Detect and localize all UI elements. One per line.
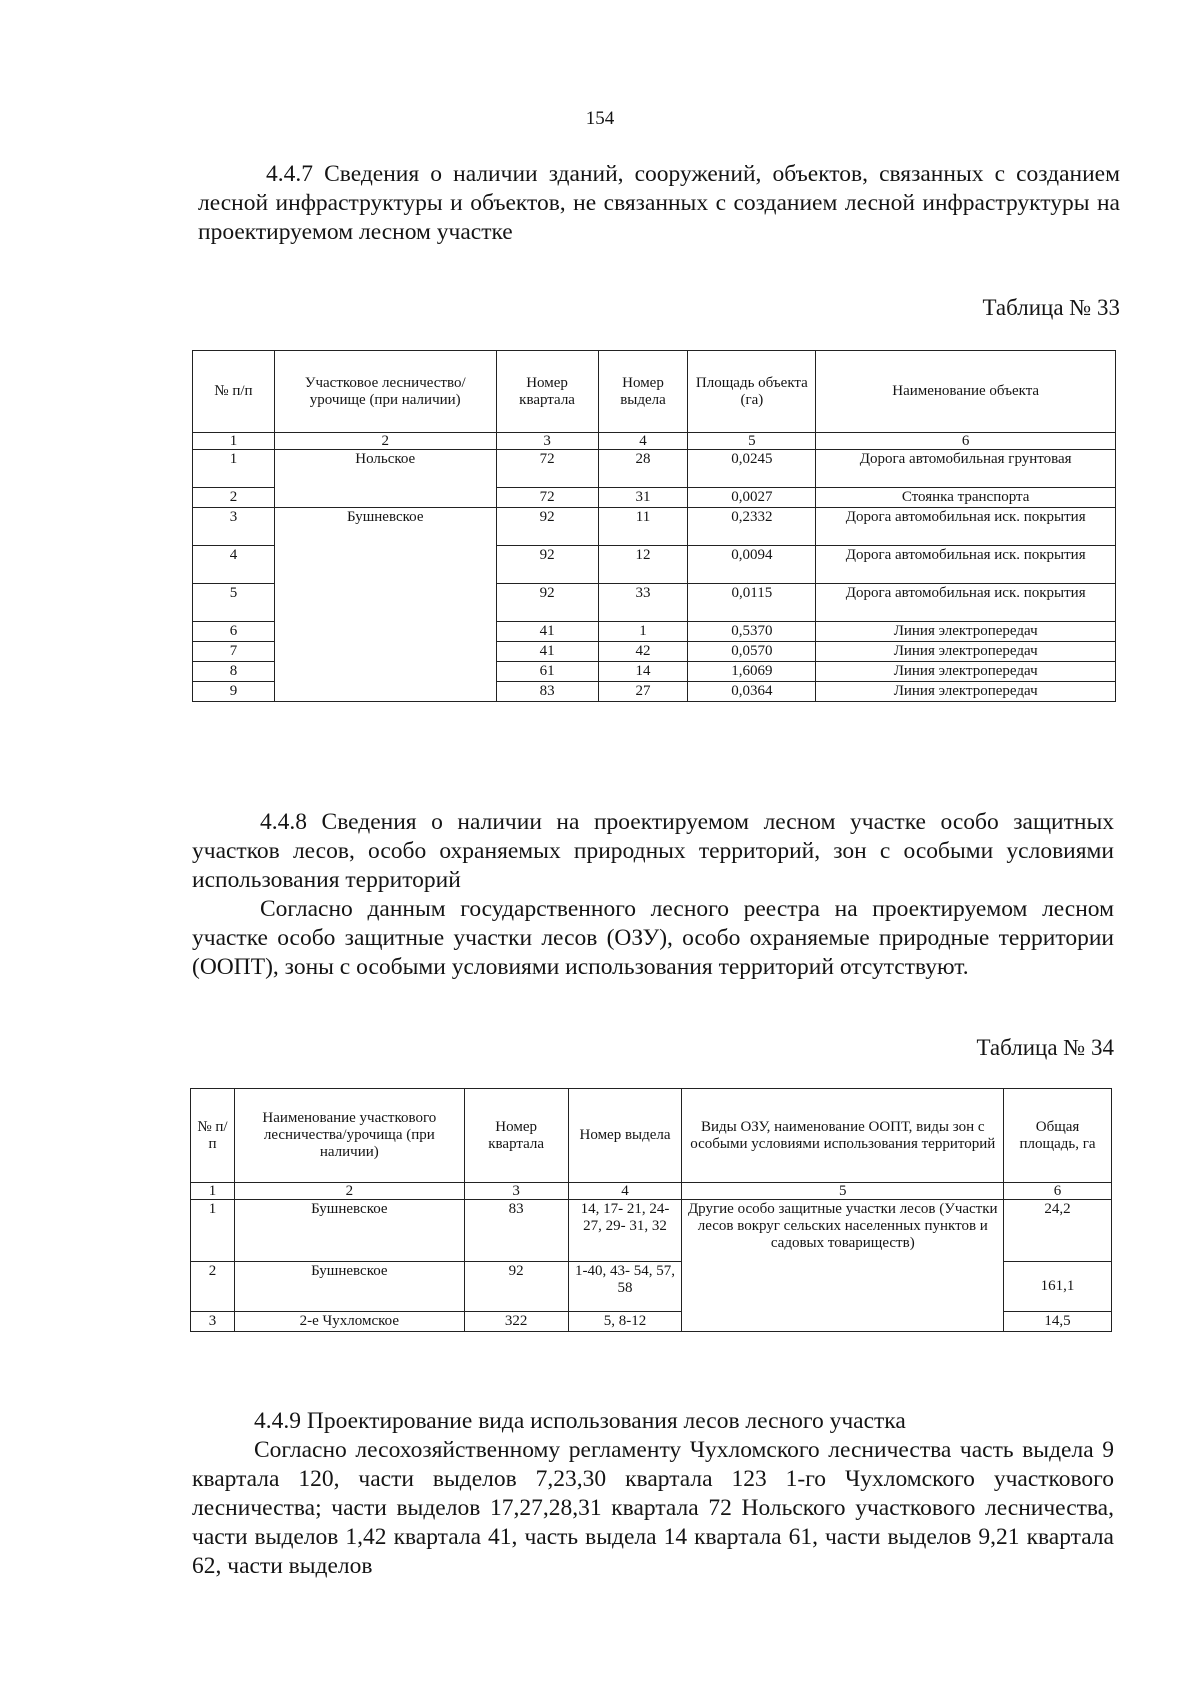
forestry-cell: Нольское (274, 450, 496, 508)
section-4-4-9-heading: 4.4.9 Проектирование вида использования лесов лесного участка (254, 1408, 906, 1434)
allotment-cell: 14 (598, 662, 688, 682)
object-name-cell: Линия электропередач (816, 642, 1116, 662)
row-number: 8 (193, 662, 275, 682)
quarter-cell: 92 (496, 584, 598, 622)
allotment-cell: 1 (598, 622, 688, 642)
row-number: 9 (193, 682, 275, 702)
header-cell: Номер выдела (568, 1089, 682, 1183)
area-cell: 161,1 (1004, 1262, 1112, 1312)
forestry-cell: Бушневское (274, 508, 496, 702)
table-row (191, 1200, 1112, 1262)
header-cell: Виды ОЗУ, наименование ООПТ, виды зон с особыми условиями использования территорий (682, 1089, 1004, 1183)
section-4-4-7-heading: 4.4.7 Сведения о наличии зданий, сооружений, объектов, связанных с созданием лесной инфраструктуры и объектов, не связанных с созданием лесной инфраструктуры на проектируемом лесном участке (198, 161, 1120, 245)
object-name-cell: Стоянка транспорта (816, 488, 1116, 508)
ozu-type-cell: Другие особо защитные участки лесов (Участки лесов вокруг сельских населенных пунктов и садовых товариществ) (682, 1200, 1004, 1332)
row-number: 5 (193, 584, 275, 622)
allotment-cell: 12 (598, 546, 688, 584)
row-number: 3 (191, 1312, 235, 1332)
allotment-cell: 27 (598, 682, 688, 702)
table-34 (190, 1088, 1112, 1332)
column-number: 5 (688, 433, 816, 450)
column-number: 3 (464, 1183, 568, 1200)
area-cell: 14,5 (1004, 1312, 1112, 1332)
allotment-cell: 33 (598, 584, 688, 622)
table-34-caption: Таблица № 34 (976, 1035, 1114, 1060)
header-cell: № п/п (191, 1089, 235, 1183)
header-cell: № п/п (193, 351, 275, 433)
table-header-row (191, 1089, 1112, 1183)
allotment-cell: 14, 17- 21, 24-27, 29- 31, 32 (568, 1200, 682, 1262)
allotment-cell: 5, 8-12 (568, 1312, 682, 1332)
header-cell: Наименование участкового лесничества/урочища (при наличии) (234, 1089, 464, 1183)
area-cell: 0,5370 (688, 622, 816, 642)
column-number: 6 (816, 433, 1116, 450)
quarter-cell: 83 (496, 682, 598, 702)
allotment-cell: 42 (598, 642, 688, 662)
row-number: 6 (193, 622, 275, 642)
forestry-cell: Бушневское (234, 1200, 464, 1262)
header-cell: Номер квартала (496, 351, 598, 433)
object-name-cell: Дорога автомобильная грунтовая (816, 450, 1116, 488)
area-cell: 0,0570 (688, 642, 816, 662)
allotment-cell: 11 (598, 508, 688, 546)
table-33-caption: Таблица № 33 (982, 295, 1120, 320)
row-number: 1 (193, 450, 275, 488)
allotment-cell: 31 (598, 488, 688, 508)
column-number: 6 (1004, 1183, 1112, 1200)
area-cell: 0,0364 (688, 682, 816, 702)
column-number: 1 (191, 1183, 235, 1200)
header-cell: Номер квартала (464, 1089, 568, 1183)
row-number: 2 (193, 488, 275, 508)
column-number-row (193, 433, 1116, 450)
quarter-cell: 72 (496, 450, 598, 488)
header-cell: Участковое лесничество/урочище (при наличии) (274, 351, 496, 433)
quarter-cell: 72 (496, 488, 598, 508)
object-name-cell: Линия электропередач (816, 622, 1116, 642)
header-cell: Общая площадь, га (1004, 1089, 1112, 1183)
row-number: 2 (191, 1262, 235, 1312)
object-name-cell: Дорога автомобильная иск. покрытия (816, 584, 1116, 622)
forestry-cell: 2-е Чухломское (234, 1312, 464, 1332)
column-number: 4 (568, 1183, 682, 1200)
section-4-4-8-heading: 4.4.8 Сведения о наличии на проектируемом лесном участке особо защитных участков лесов, особо охраняемых природных территорий, зон с особыми условиями использования территорий (192, 809, 1114, 893)
area-cell: 0,0027 (688, 488, 816, 508)
section-4-4-8-text: Согласно данным государственного лесного реестра на проектируемом лесном участке особо защитные участки лесов (ОЗУ), особо охраняемые природные территории (ООПТ), зоны с особыми условиями использования территорий отсутствуют. (192, 896, 1114, 980)
quarter-cell: 92 (496, 508, 598, 546)
area-cell: 0,0115 (688, 584, 816, 622)
column-number-row (191, 1183, 1112, 1200)
object-name-cell: Дорога автомобильная иск. покрытия (816, 546, 1116, 584)
section-4-4-9-text: Согласно лесохозяйственному регламенту Чухломского лесничества часть выдела 9 квартала 120, части выделов 7,23,30 квартала 123 1-го Чухломского участкового лесничества; части выделов 17,27,28,31 квартала 72 Нольского участкового лесничества, части выделов 1,42 квартала 41, часть выдела 14 квартала 61, части выделов 9,21 квартала 62, части выделов (192, 1437, 1114, 1579)
column-number: 3 (496, 433, 598, 450)
page-number: 154 (585, 108, 615, 129)
header-cell: Номер выдела (598, 351, 688, 433)
column-number: 5 (682, 1183, 1004, 1200)
table-33 (192, 350, 1116, 702)
forestry-cell: Бушневское (234, 1262, 464, 1312)
table-row (193, 508, 1116, 546)
quarter-cell: 92 (464, 1262, 568, 1312)
object-name-cell: Линия электропередач (816, 662, 1116, 682)
object-name-cell: Дорога автомобильная иск. покрытия (816, 508, 1116, 546)
allotment-cell: 1-40, 43- 54, 57, 58 (568, 1262, 682, 1312)
column-number: 2 (234, 1183, 464, 1200)
allotment-cell: 28 (598, 450, 688, 488)
quarter-cell: 41 (496, 642, 598, 662)
column-number: 1 (193, 433, 275, 450)
area-cell: 1,6069 (688, 662, 816, 682)
row-number: 1 (191, 1200, 235, 1262)
row-number: 7 (193, 642, 275, 662)
quarter-cell: 92 (496, 546, 598, 584)
header-cell: Наименование объекта (816, 351, 1116, 433)
header-cell: Площадь объекта (га) (688, 351, 816, 433)
row-number: 4 (193, 546, 275, 584)
area-cell: 0,0245 (688, 450, 816, 488)
quarter-cell: 41 (496, 622, 598, 642)
quarter-cell: 61 (496, 662, 598, 682)
quarter-cell: 322 (464, 1312, 568, 1332)
area-cell: 0,2332 (688, 508, 816, 546)
quarter-cell: 83 (464, 1200, 568, 1262)
row-number: 3 (193, 508, 275, 546)
area-cell: 0,0094 (688, 546, 816, 584)
table-header-row (193, 351, 1116, 433)
area-cell: 24,2 (1004, 1200, 1112, 1262)
column-number: 4 (598, 433, 688, 450)
column-number: 2 (274, 433, 496, 450)
table-row (193, 450, 1116, 488)
object-name-cell: Линия электропередач (816, 682, 1116, 702)
